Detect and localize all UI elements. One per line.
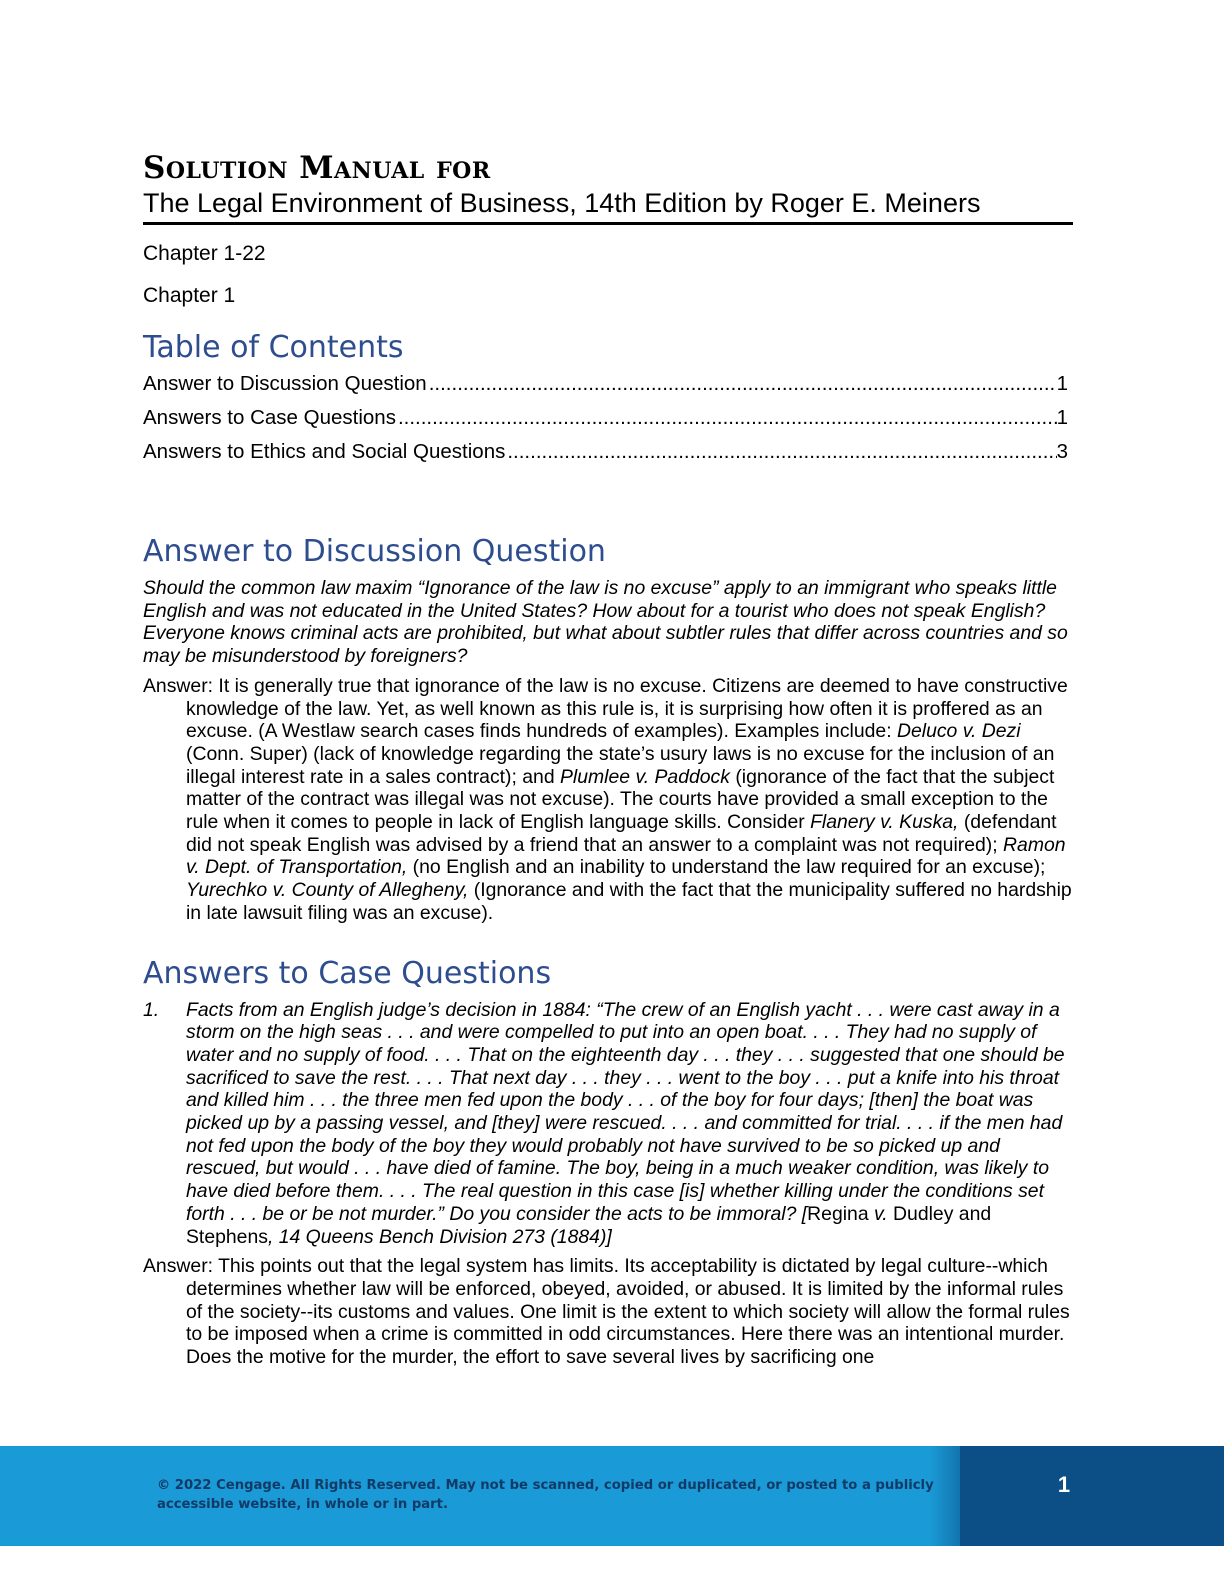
citation-reference: , 14 Queens Bench Division 273 (1884)] [267, 1225, 612, 1248]
citation-party: Dudley and Stephens [186, 1202, 992, 1248]
copyright-notice: © 2022 Cengage. All Rights Reserved. May not be scanned, copied or duplicated, or posted to a publicly accessible website, in whole or in part. [157, 1478, 934, 1512]
page-number: 1 [1057, 1472, 1071, 1497]
case-question-body: Facts from an English judge’s decision in 1884: “The crew of an English yacht . . . were cast away in a storm on the high seas . . . and were compelled to put into an open boat. . . . They had no supply of water and no supply of food. . . . That on the eighteenth day . . . they . . . suggested that one should be sacrificed to save the rest. . . . That next day . . . they . . . went to the boy . . . put a knife into his throat and killed him . . . the three men fed upon the body . . . of the boy for four days; [then] the boat was picked up by a passing vessel, and [they] were rescued. . . . and committed for trial. . . . if the men had not fed upon the body of the boy they would probably not have survived to be so picked up and rescued, but would . . . have died of famine. The boy, being in a much weaker condition, was likely to have died before them. . . . The real question in this case [is] whether killing under the conditions set forth . . . be or be not murder.” Do you consider the acts to be immoral? [186, 998, 1065, 1225]
answer-text: (Conn. Super) (lack of knowledge regarding the state’s usury laws is no excuse for the inclusion of an illegal interest rate in a sales contract); and [186, 742, 1055, 788]
case-citation: Deluco v. Dezi [896, 720, 1021, 743]
manual-title: Solution Manual for [143, 150, 491, 186]
toc-entry-page: 1 [1056, 406, 1068, 429]
case-question-text [186, 999, 1073, 1249]
case-citation: Flanery v. Kuska, [810, 811, 959, 834]
table-of-contents [143, 367, 1073, 469]
citation-v: v. [874, 1202, 888, 1225]
toc-entry-label: Answers to Ethics and Social Questions [143, 440, 506, 463]
case-answer-1: Answer: This points out that the legal system has limits. Its acceptability is dictated by legal culture--which determines whether law will be enforced, obeyed, avoided, or abused. It is limited by the informal rules of the society--its customs and values. One limit is the extent to which society will allow the formal rules to be imposed when a crime is committed in odd circumstances. Here there was an intentional murder. Does the motive for the murder, the effort to save several lives by sacrificing one [143, 1255, 1070, 1369]
case-question-1 [143, 999, 1073, 1249]
case-questions-heading: Answers to Case Questions [143, 955, 552, 991]
answer-text: (no English and an inability to understand the law required for an excuse); [407, 856, 1046, 879]
toc-leader-dots [396, 401, 1057, 435]
page-content [143, 150, 1073, 1369]
case-question-number: 1. [143, 998, 160, 1021]
chapter-label: Chapter 1 [143, 284, 236, 307]
case-citation: Yurechko v. County of Allegheny, [186, 879, 469, 902]
discussion-question: Should the common law maxim “Ignorance of the law is no excuse” apply to an immigrant who speaks little English and was not educated in the United States? How about for a tourist who does not speak English? Everyone knows criminal acts are prohibited, but what about subtler rules that differ across countries and so may be misunderstood by foreigners? [143, 577, 1068, 668]
toc-entry-page: 1 [1056, 372, 1068, 395]
discussion-heading: Answer to Discussion Question [143, 534, 606, 569]
book-title: The Legal Environment of Business, 14th Edition by Roger E. Meiners [143, 186, 1073, 225]
answer-text: Answer: It is generally true that ignorance of the law is no excuse. Citizens are deemed to have constructive knowledge of the law. Yet, as well known as this rule is, it is surprising how often it is proffered as an excuse. (A Westlaw search cases finds hundreds of examples). Examples include: [143, 674, 1068, 743]
answer-text: (Ignorance and with the fact that the municipality suffered no hardship in late lawsuit filing was an excuse). [186, 879, 1072, 924]
discussion-answer [143, 675, 1073, 925]
page-footer [0, 1446, 1224, 1546]
footer-decoration [960, 1446, 1224, 1546]
case-citation: Ramon v. Dept. of Transportation, [186, 833, 1066, 879]
toc-leader-dots [427, 367, 1057, 401]
toc-entry-ethics[interactable] [143, 435, 1068, 469]
toc-entry-label: Answers to Case Questions [143, 406, 396, 429]
citation-bracket: [ [801, 1202, 808, 1225]
toc-heading: Table of Contents [143, 330, 404, 365]
answer-text: (defendant did not speak English was advised by a friend that an answer to a complaint was not required); [186, 811, 1057, 856]
toc-entry-case-questions[interactable] [143, 401, 1068, 435]
toc-entry-discussion[interactable] [143, 367, 1068, 401]
answer-text: (ignorance of the fact that the subject matter of the contract was illegal was not excuse). The courts have provided a small exception to the rule when it comes to people in lack of English language skills. Consider [186, 765, 1055, 834]
case-citation: Plumlee v. Paddock [560, 765, 730, 788]
toc-entry-page: 3 [1056, 440, 1068, 463]
toc-entry-label: Answer to Discussion Question [143, 372, 427, 395]
toc-leader-dots [505, 435, 1056, 469]
chapter-range: Chapter 1-22 [143, 242, 266, 265]
citation-party: Regina [807, 1202, 874, 1225]
